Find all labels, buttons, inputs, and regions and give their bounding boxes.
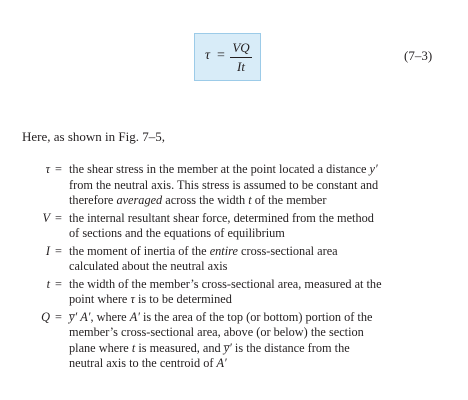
intro-text: Here, as shown in Fig. 7–5, [22, 129, 165, 144]
definitions-list [0, 162, 468, 374]
definition-symbol: I [45, 243, 50, 258]
definition-line: point where τ is to be determined [69, 292, 232, 306]
definition-line: calculated about the neutral axis [69, 259, 228, 273]
equation-box [194, 33, 261, 81]
equation-equals-sign: = [217, 48, 225, 63]
definition-equals: = [55, 276, 62, 291]
definition-i [0, 244, 468, 275]
definition-v [0, 211, 468, 242]
definition-line: therefore averaged across the width t of the member [69, 193, 327, 207]
definition-equals: = [55, 210, 62, 225]
definition-line: of sections and the equations of equilibrium [69, 226, 285, 240]
definition-line: the width of the member’s cross-sectional area, measured at the [69, 276, 382, 291]
definition-line: from the neutral axis. This stress is assumed to be constant and [69, 177, 379, 192]
definition-equals: = [55, 243, 62, 258]
definition-line: member’s cross-sectional area, above (or below) the section [69, 325, 364, 339]
equation-row [0, 33, 468, 83]
definition-line: plane where t is measured, and y̅′ is the distance from the [69, 340, 350, 355]
definition-symbol: t [46, 276, 50, 291]
equation-lhs: τ [205, 48, 211, 63]
definition-line: neutral axis to the centroid of A′ [69, 356, 227, 370]
definition-symbol: Q [41, 309, 50, 324]
definition-symbol: τ [45, 162, 50, 176]
equation-denominator: It [237, 59, 245, 74]
definition-q [0, 310, 468, 372]
definition-equals: = [55, 309, 62, 324]
definition-symbol: V [42, 210, 50, 225]
definition-line: the internal resultant shear force, determined from the method [69, 210, 374, 225]
equation-numerator: VQ [230, 40, 252, 58]
equation-fraction [230, 40, 252, 75]
definition-line: the moment of inertia of the entire cross-sectional area [69, 243, 338, 258]
definition-tau [0, 162, 468, 209]
equation-number: (7–3) [404, 48, 433, 63]
definition-line: the shear stress in the member at the point located a distance y′ [69, 162, 378, 176]
definition-t [0, 277, 468, 308]
definition-line: y̅′ A′, where A′ is the area of the top (or bottom) portion of the [69, 309, 373, 324]
definition-equals: = [55, 162, 62, 176]
